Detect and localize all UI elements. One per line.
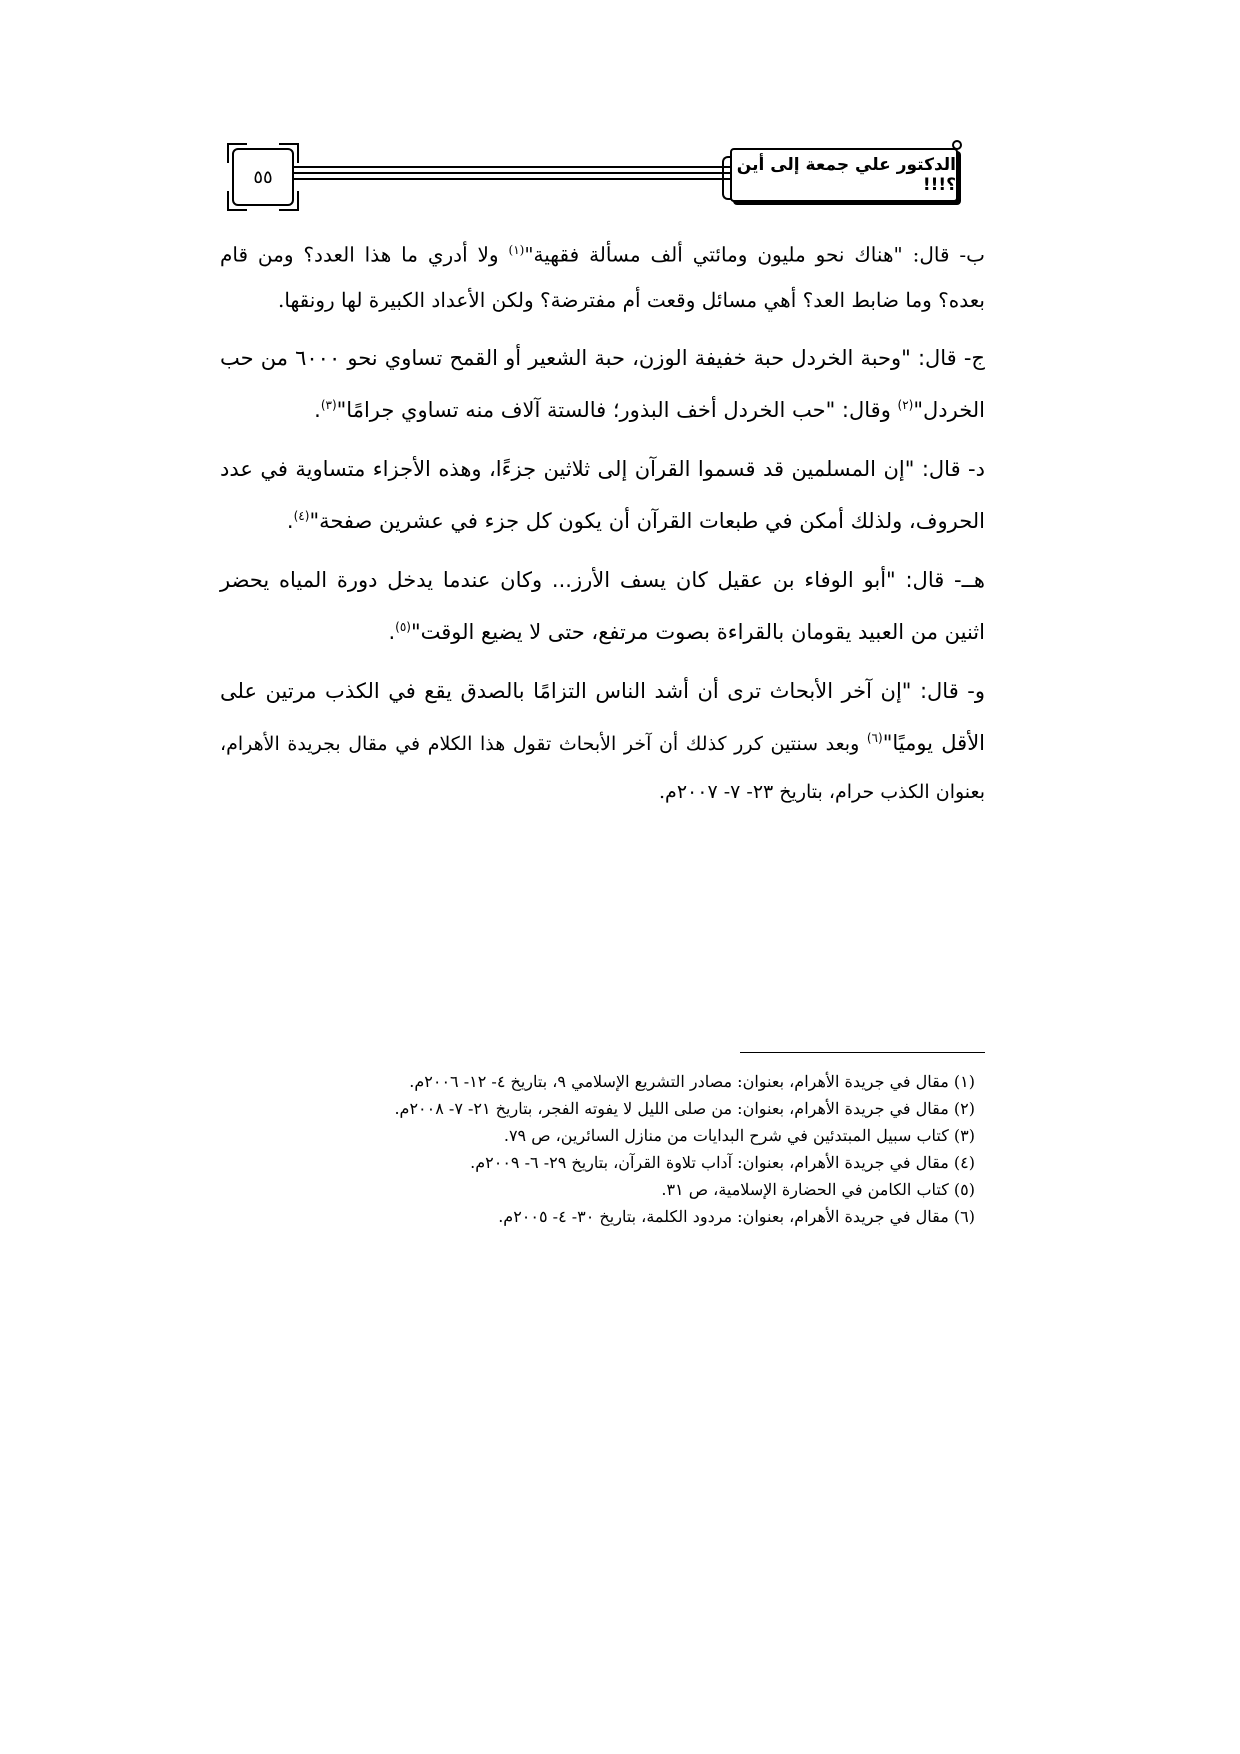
header-rule bbox=[292, 166, 734, 180]
frame-corner-ornament bbox=[279, 191, 299, 211]
footnote-separator bbox=[740, 1052, 985, 1053]
footnote-ref: (٣) bbox=[320, 397, 337, 412]
footnote: (٥) كتاب الكامن في الحضارة الإسلامية، ص ٣١. bbox=[661, 1180, 975, 1199]
footnote-ref: (١) bbox=[508, 243, 525, 257]
running-title-frame bbox=[730, 148, 958, 202]
paragraph-h: هــ- قال: "أبو الوفاء بن عقيل كان يسف الأرز... وكان عندما يدخل دورة المياه يحضر اثنين من العبيد يقومان بالقراءة بصوت مرتفع، حتى لا يضيع الوقت"$^{(٥)}$. bbox=[220, 567, 985, 644]
footnote: (١) مقال في جريدة الأهرام، بعنوان: مصادر التشريع الإسلامي ٩، بتاريخ ٤- ١٢- ٢٠٠٦م. bbox=[409, 1072, 975, 1091]
footnote-ref: (٢) bbox=[897, 397, 914, 412]
frame-corner-ornament bbox=[279, 143, 299, 163]
page-number: ٥٥ bbox=[253, 166, 273, 188]
scroll-ornament bbox=[722, 156, 732, 200]
body-text bbox=[220, 228, 985, 828]
paragraph-w: و- قال: "إن آخر الأبحاث ترى أن أشد الناس التزامًا بالصدق يقع في الكذب مرتين على الأقل يوميًا"$^{(٦)}$ وبعد سنتين كرر كذلك أن آخر الأبحاث تقول هذا الكلام في مقال بجريدة الأهرام، بعنوان الكذب حرام، بتاريخ ٢٣- ٧- ٢٠٠٧م. bbox=[220, 678, 986, 803]
paragraph-d: د- قال: "إن المسلمين قد قسموا القرآن إلى ثلاثين جزءًا، وهذه الأجزاء متساوية في عدد الحروف، ولذلك أمكن في طبعات القرآن أن يكون كل جزء في عشرين صفحة"$^{(٤)}$. bbox=[220, 456, 985, 533]
footnote-ref: (٤) bbox=[293, 508, 310, 523]
footnote: (٣) كتاب سبيل المبتدئين في شرح البدايات من منازل السائرين، ص ٧٩. bbox=[503, 1126, 975, 1145]
footnote: (٤) مقال في جريدة الأهرام، بعنوان: آداب تلاوة القرآن، بتاريخ ٢٩- ٦- ٢٠٠٩م. bbox=[470, 1153, 975, 1172]
page-number-frame bbox=[232, 148, 294, 206]
running-title: الدكتور علي جمعة إلى أين ؟!!! bbox=[736, 155, 956, 195]
footnote-ref: (٥) bbox=[395, 619, 411, 634]
paragraph-j: ج- قال: "وحبة الخردل حبة خفيفة الوزن، حبة الشعير أو القمح تساوي نحو ٦٠٠٠ من حب الخردل"$^{(٢)}$ وقال: "حب الخردل أخف البذور؛ فالستة آلاف منه تساوي جرامًا"$^{(٣)}$. bbox=[220, 345, 985, 422]
paragraph-b: ب- قال: "هناك نحو مليون ومائتي ألف مسألة فقهية"$^{(١)}$ ولا أدري ما هذا العدد؟ ومن قام بعده؟ وما ضابط العد؟ أهي مسائل وقعت أم مفترضة؟ ولكن الأعداد الكبيرة لها رونقها. bbox=[220, 242, 985, 312]
footnotes-list bbox=[220, 1068, 985, 1230]
footnote-ref: (٦) bbox=[866, 730, 883, 745]
scroll-ornament bbox=[952, 140, 962, 150]
footnote: (٦) مقال في جريدة الأهرام، بعنوان: مردود الكلمة، بتاريخ ٣٠- ٤- ٢٠٠٥م. bbox=[498, 1207, 975, 1226]
footnote: (٢) مقال في جريدة الأهرام، بعنوان: من صلى الليل لا يفوته الفجر، بتاريخ ٢١- ٧- ٢٠٠٨م. bbox=[394, 1099, 975, 1118]
